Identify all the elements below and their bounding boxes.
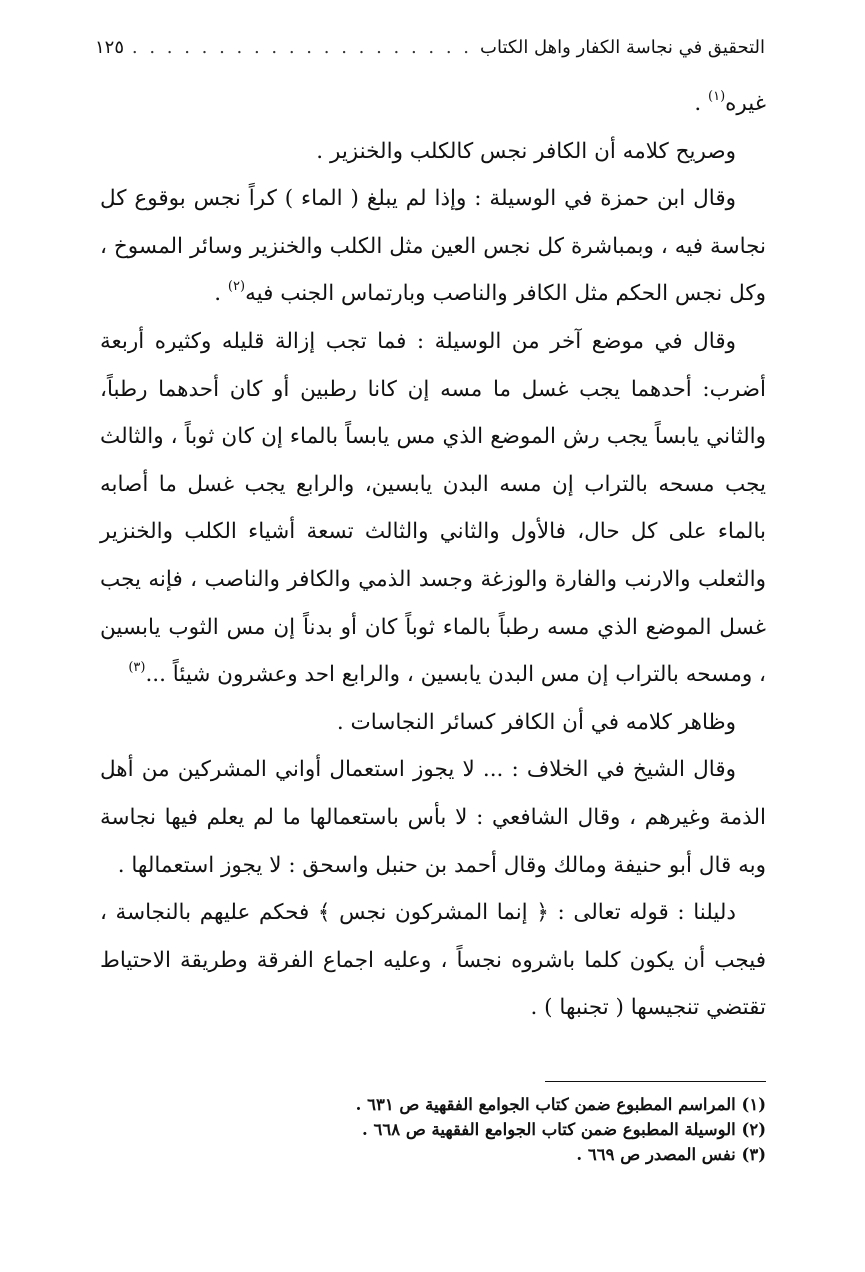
- paragraph-7: [100, 889, 766, 1032]
- running-title: التحقيق في نجاسة الكفار واهل الكتاب: [480, 36, 765, 58]
- footnote-2: (٢) الوسيلة المطبوع ضمن كتاب الجوامع الفقهية ص ٦٦٨ .: [361, 1120, 766, 1139]
- footnote-ref-3: (٣): [128, 659, 146, 675]
- running-header: [95, 30, 765, 64]
- footnotes: [100, 1092, 766, 1167]
- paragraph-text: وظاهر كلامه في أن الكافر كسائر النجاسات .: [336, 709, 736, 735]
- paragraph-text: وصريح كلامه أن الكافر نجس كالكلب والخنزير .: [316, 138, 736, 164]
- paragraph-text: دليلنا : قوله تعالى : ﴿ إنما المشركون نجس ﴾ فحكم عليهم بالنجاسة ، فيجب أن يكون كلما باشروه نجساً ، وعليه اجماع الفرقة وطريقة الاحتياط تقتضي تنجيسها ( تجنبها ) .: [100, 900, 766, 1021]
- paragraph-text: وقال الشيخ في الخلاف : ... لا يجوز استعمال أواني المشركين من أهل الذمة وغيرهم ، وقال الشافعي : لا بأس باستعمالها ما لم يعلم فيها نجاسة وبه قال أبو حنيفة ومالك وقال أحمد بن حنبل واسحق : لا يجوز استعمالها .: [100, 757, 766, 878]
- paragraph-text: غيره: [725, 91, 766, 116]
- page-number: ١٢٥: [95, 36, 125, 58]
- footnote-3: (٣) نفس المصدر ص ٦٦٩ .: [576, 1145, 766, 1164]
- footnote-1: (١) المراسم المطبوع ضمن كتاب الجوامع الفقهية ص ٦٣١ .: [355, 1095, 766, 1114]
- paragraph-tail: .: [694, 91, 708, 116]
- paragraph-1: [100, 80, 766, 128]
- paragraph-5: [100, 699, 766, 747]
- main-text: [100, 80, 766, 1032]
- paragraph-text: وقال ابن حمزة في الوسيلة : وإذا لم يبلغ ( الماء ) كراً نجس بوقوع كل نجاسة فيه ، وبمباشرة كل نجس العين مثل الكلب والخنزير وسائر المسوخ ، وكل نجس الحكم مثل الكافر والناصب وبارتماس الجنب فيه: [100, 186, 766, 307]
- paragraph-6: [100, 746, 766, 889]
- paragraph-3: [100, 175, 766, 318]
- paragraph-text: وقال في موضع آخر من الوسيلة : فما تجب إزالة قليله وكثيره أربعة أضرب: أحدهما يجب غسل ما مسه إن كانا رطبين أو كان أحدهما رطباً، والثاني يابساً يجب رش الموضع الذي مس يابساً بالماء إن كان ثوباً ، والثالث يجب مسحه بالتراب إن مسه البدن يابسين، والرابع يجب غسل ما أصابه بالماء على كل حال، فالأول والثاني والثالث تسعة أشياء الكلب والخنزير والثعلب والارنب والفارة والوزغة وجسد الذمي والكافر والناصب ، فإنه يجب غسل الموضع الذي مسه رطباً بالماء ثوباً كان أو بدناً إن مس الثوب يابسين ، ومسحه بالتراب إن مس البدن يابسين ، والرابع احد وعشرون شيئاً ...: [100, 328, 766, 688]
- leader-dots: [132, 37, 472, 58]
- footnote-separator: [545, 1081, 766, 1082]
- paragraph-4: [100, 318, 766, 699]
- footnote-ref-2: (٢): [227, 279, 246, 295]
- paragraph-2: [100, 128, 766, 176]
- paragraph-tail: .: [214, 281, 228, 307]
- footnote-ref-1: (١): [708, 88, 726, 104]
